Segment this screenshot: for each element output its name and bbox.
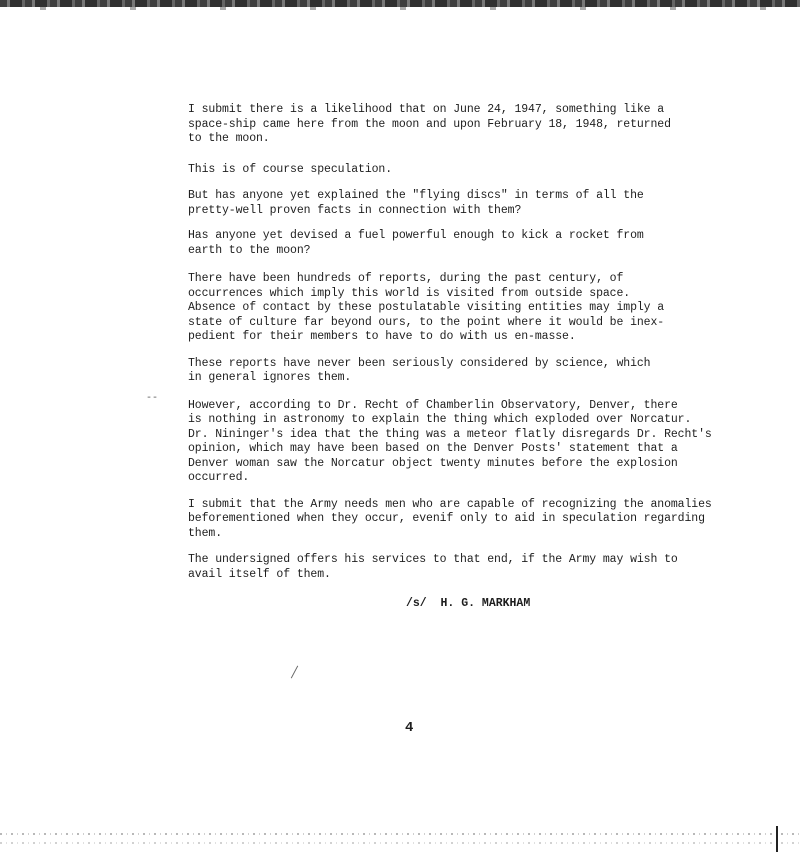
page-number: 4 xyxy=(405,720,414,736)
scan-bottom-edge-lower xyxy=(0,842,800,844)
memo-body xyxy=(188,103,712,582)
paragraph-science: These reports have never been seriously considered by science, which in general ignores them. xyxy=(188,356,651,384)
stray-pen-mark xyxy=(291,666,298,679)
paragraph-flying-discs: But has anyone yet explained the "flying discs" in terms of all the pretty-well proven facts in connection with them? xyxy=(188,189,644,217)
signature: /s/ H. G. MARKHAM xyxy=(406,597,531,610)
paragraph-reports: There have been hundreds of reports, during the past century, of occurrences which imply this world is visited from outside space. Absence of contact by these postulatable visiting entities may imply a state of culture far beyond ours, to the point where it would be inex- pedient for their members to have to do with us en-masse. xyxy=(188,272,665,343)
paragraph-army-needs: I submit that the Army needs men who are capable of recognizing the anomalies beforementioned when they occur, evenif only to aid in speculation regarding them. xyxy=(188,497,712,540)
paragraph-fuel: Has anyone yet devised a fuel powerful enough to kick a rocket from earth to the moon? xyxy=(188,229,644,257)
scan-bottom-edge xyxy=(0,833,800,835)
margin-mark: -- xyxy=(146,393,159,404)
scan-top-edge xyxy=(0,0,800,7)
paragraph-services: The undersigned offers his services to that end, if the Army may wish to avail itself of them. xyxy=(188,553,678,581)
scan-right-rule xyxy=(776,826,778,852)
paragraph-norcatur: However, according to Dr. Recht of Chamberlin Observatory, Denver, there is nothing in astronomy to explain the thing which exploded over Norcatur. Dr. Nininger's idea that the thing was a meteor flatly disregards Dr. Recht's opinion, which may have been based on the Denver Posts' statement that a Denver woman saw the Norcatur object twenty minutes before the explosion occurred. xyxy=(188,398,712,484)
paragraph-speculation: This is of course speculation. xyxy=(188,162,393,176)
paragraph-likelihood: I submit there is a likelihood that on June 24, 1947, something like a space-ship came here from the moon and upon February 18, 1948, returned to the moon. xyxy=(188,103,671,145)
